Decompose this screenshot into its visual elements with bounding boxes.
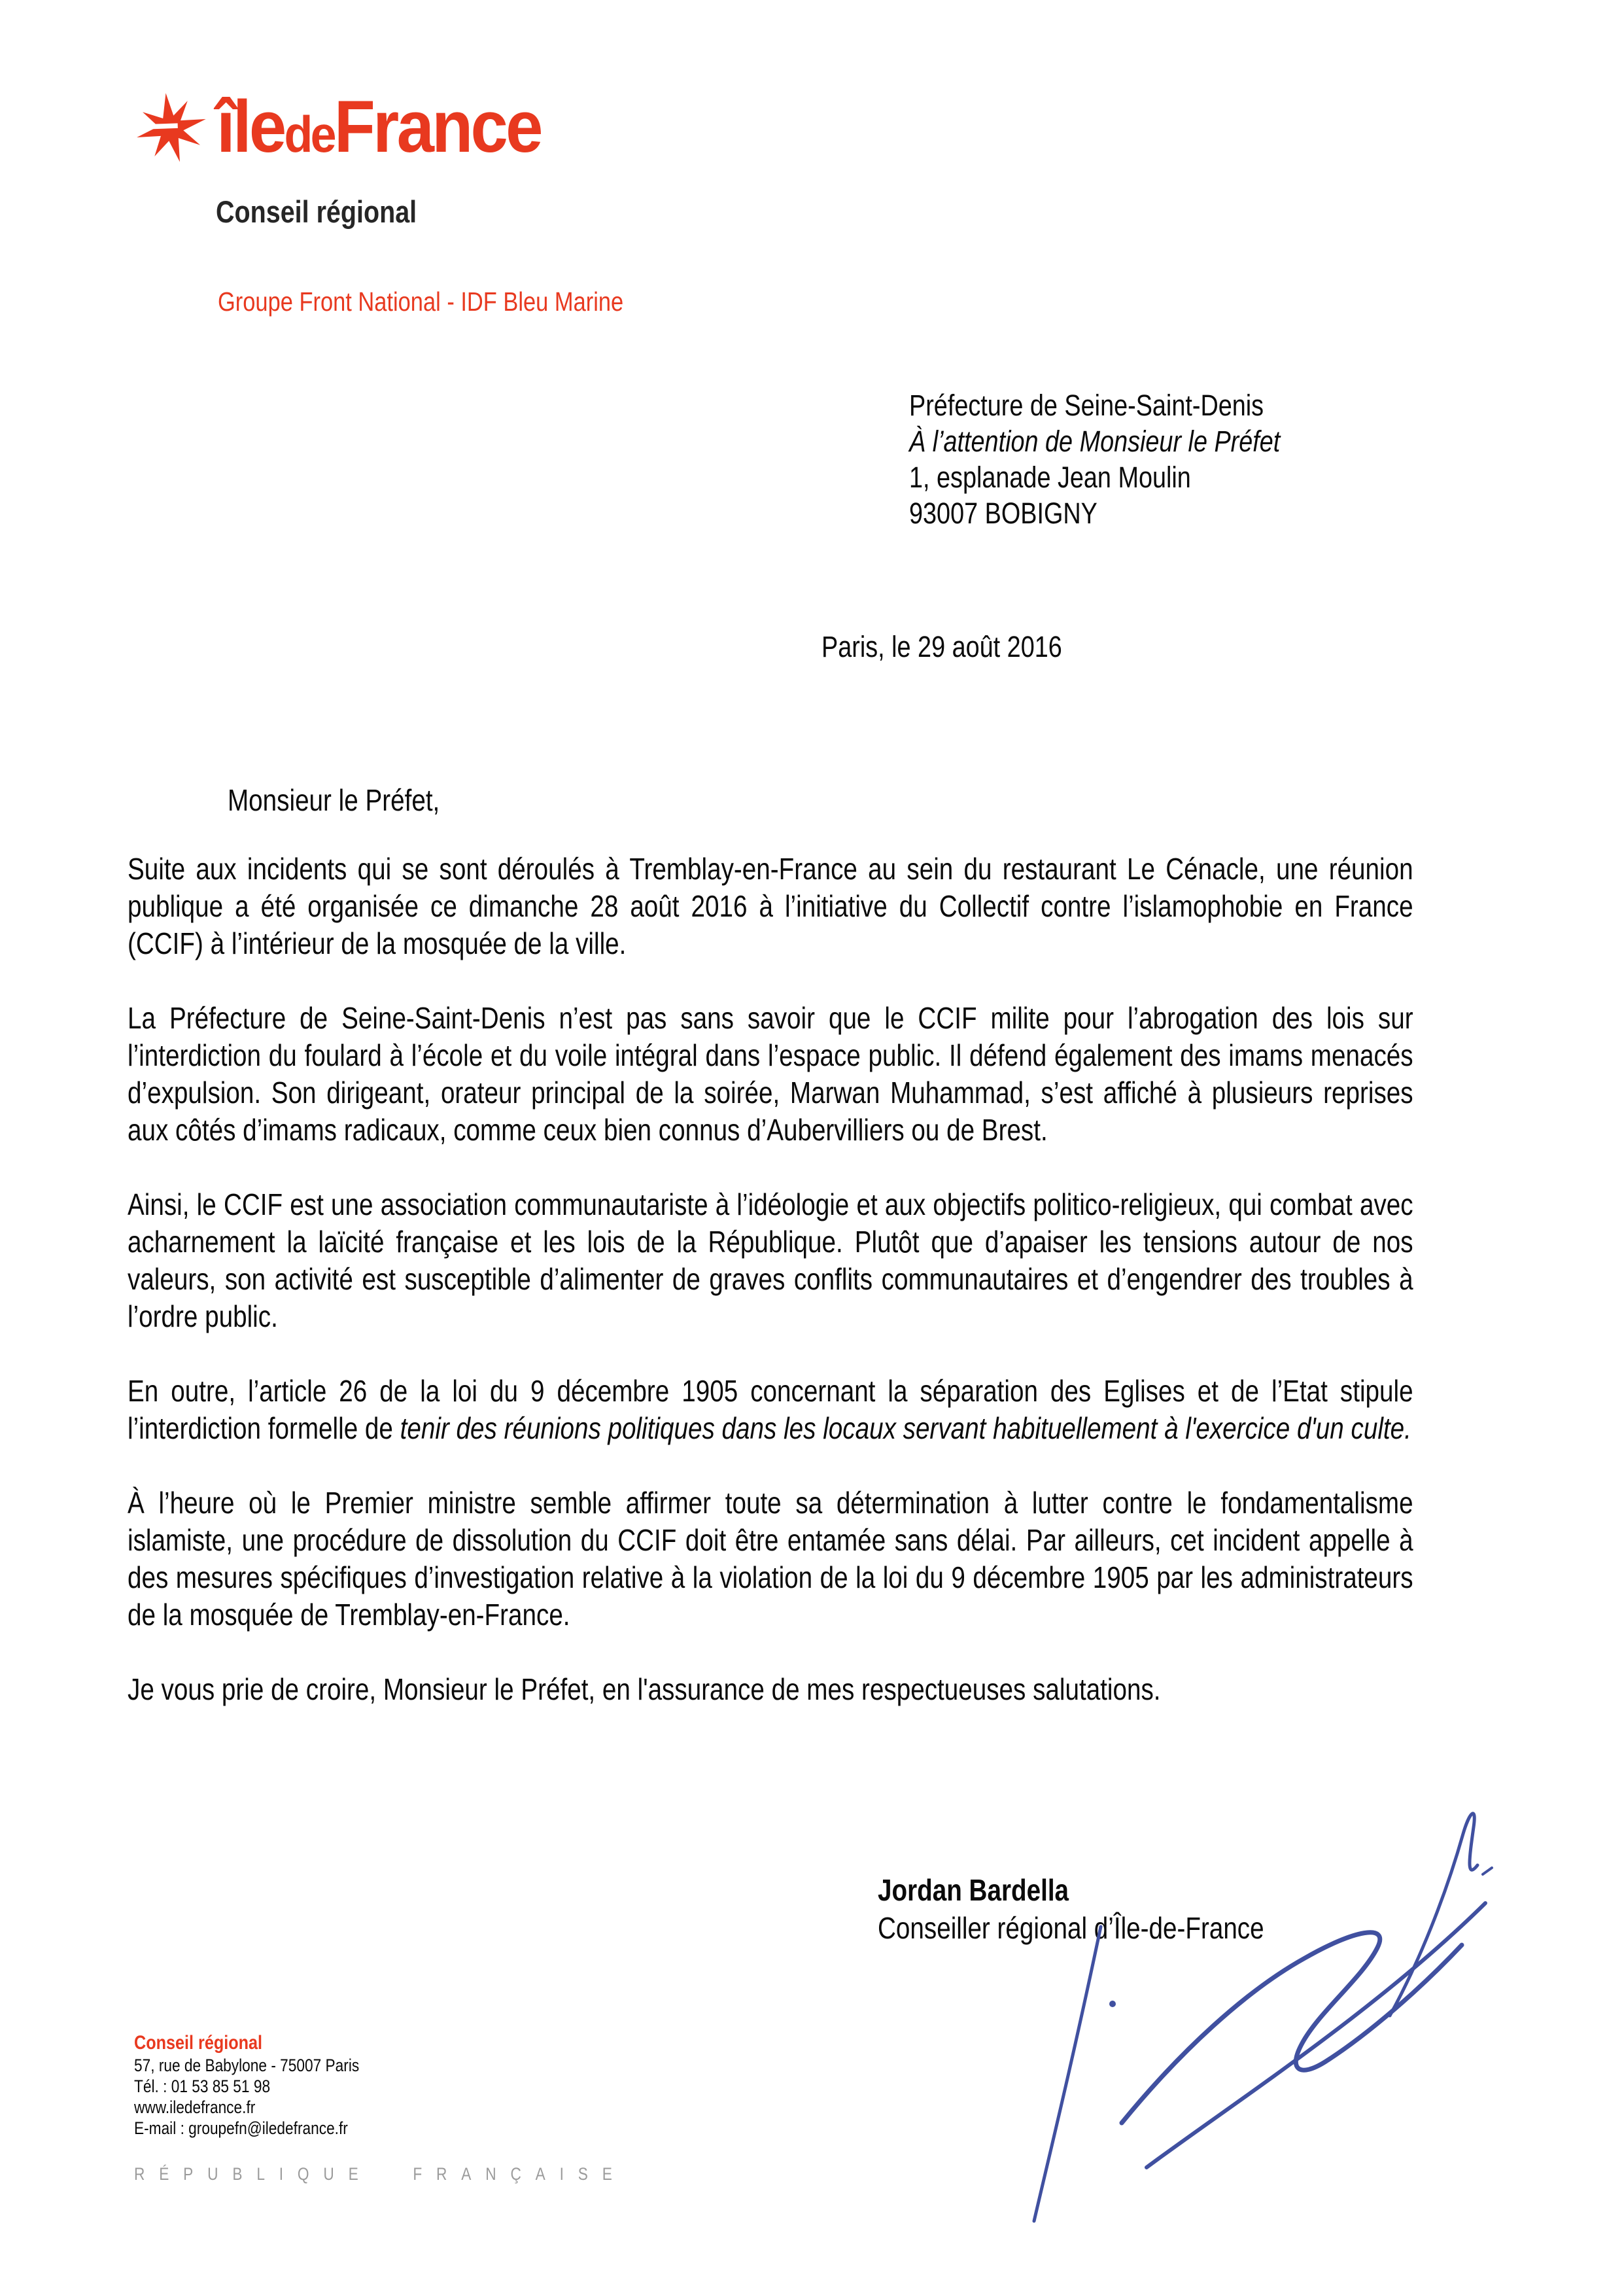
logo-text-ile: île <box>216 86 285 167</box>
signer-title: Conseiller régional d’Île-de-France <box>878 1911 1264 1945</box>
salutation: Monsieur le Préfet, <box>228 783 440 817</box>
paragraph-3: Ainsi, le CCIF est une association communautariste à l’idéologie et aux objectifs politico-religieux, qui combat avec acharnement la laïcité française et les lois de la République. Plutôt que d’apaiser les tensions autour de nos valeurs, son activité est susceptible d’alimenter de graves conflits communautaires et d’engendrer des troubles à l’ordre public. <box>128 1187 1413 1333</box>
political-group-line: Groupe Front National - IDF Bleu Marine <box>218 287 624 317</box>
republique-francaise-line: RÉPUBLIQUE FRANÇAISE <box>134 2164 627 2184</box>
recipient-address-block <box>909 387 1280 531</box>
closing-line: Je vous prie de croire, Monsieur le Préfet, en l'assurance de mes respectueuses salutations. <box>128 1672 1161 1706</box>
footer-contact-block <box>134 2031 359 2139</box>
footer-email: E-mail : groupefn@iledefrance.fr <box>134 2118 348 2138</box>
recipient-street: 1, esplanade Jean Moulin <box>909 461 1191 494</box>
logo-text-france: France <box>334 86 541 167</box>
paragraph-1: Suite aux incidents qui se sont déroulés à Tremblay-en-France au sein du restaurant Le Cénacle, une réunion publique a été organisée ce dimanche 28 août 2016 à l’initiative du Collectif contre l’islamophobie en France (CCIF) à l’intérieur de la mosquée de la ville. <box>128 852 1413 960</box>
recipient-org: Préfecture de Seine-Saint-Denis <box>909 389 1264 422</box>
org-title: Conseil régional <box>216 194 417 229</box>
paragraph-4-lead: En outre, l’article 26 de la loi du 9 décembre 1905 concernant la séparation des Eglises et de l’Etat stipule l’interdiction formelle de <box>128 1374 1413 1445</box>
footer-address: 57, rue de Babylone - 75007 Paris <box>134 2056 360 2075</box>
iledefrance-logo <box>134 86 569 169</box>
footer-website: www.iledefrance.fr <box>134 2097 256 2117</box>
handwritten-signature <box>1024 1796 1494 2231</box>
star-burst-icon <box>134 90 207 169</box>
signer-name: Jordan Bardella <box>878 1873 1069 1907</box>
paragraph-4-quote: tenir des réunions politiques dans les locaux servant habituellement à l'exercice d'un culte. <box>400 1411 1411 1445</box>
letter-body <box>128 850 1413 1708</box>
footer-phone: Tél. : 01 53 85 51 98 <box>134 2076 271 2096</box>
footer-org: Conseil régional <box>134 2032 263 2054</box>
paragraph-2: La Préfecture de Seine-Saint-Denis n’est pas sans savoir que le CCIF milite pour l’abrogation des lois sur l’interdiction du foulard à l’école et du voile intégral dans l’espace public. Il défend également des imams menacés d’expulsion. Son dirigeant, orateur principal de la soirée, Marwan Muhammad, s’est affiché à plusieurs reprises aux côtés d’imams radicaux, comme ceux bien connus d’Aubervilliers ou de Brest. <box>128 1001 1413 1147</box>
recipient-city: 93007 BOBIGNY <box>909 497 1097 530</box>
dateline: Paris, le 29 août 2016 <box>821 630 1062 663</box>
recipient-attention: À l’attention de Monsieur le Préfet <box>909 425 1281 458</box>
logo-text-de: de <box>284 105 334 163</box>
logo-wordmark <box>216 86 541 167</box>
paragraph-5: À l’heure où le Premier ministre semble affirmer toute sa détermination à lutter contre le fondamentalisme islamiste, une procédure de dissolution du CCIF doit être entamée sans délai. Par ailleurs, cet incident appelle à des mesures spécifiques d’investigation relative à la violation de la loi du 9 décembre 1905 par les administrateurs de la mosquée de Tremblay-en-France. <box>128 1486 1413 1632</box>
paragraph-4 <box>128 1373 1413 1447</box>
